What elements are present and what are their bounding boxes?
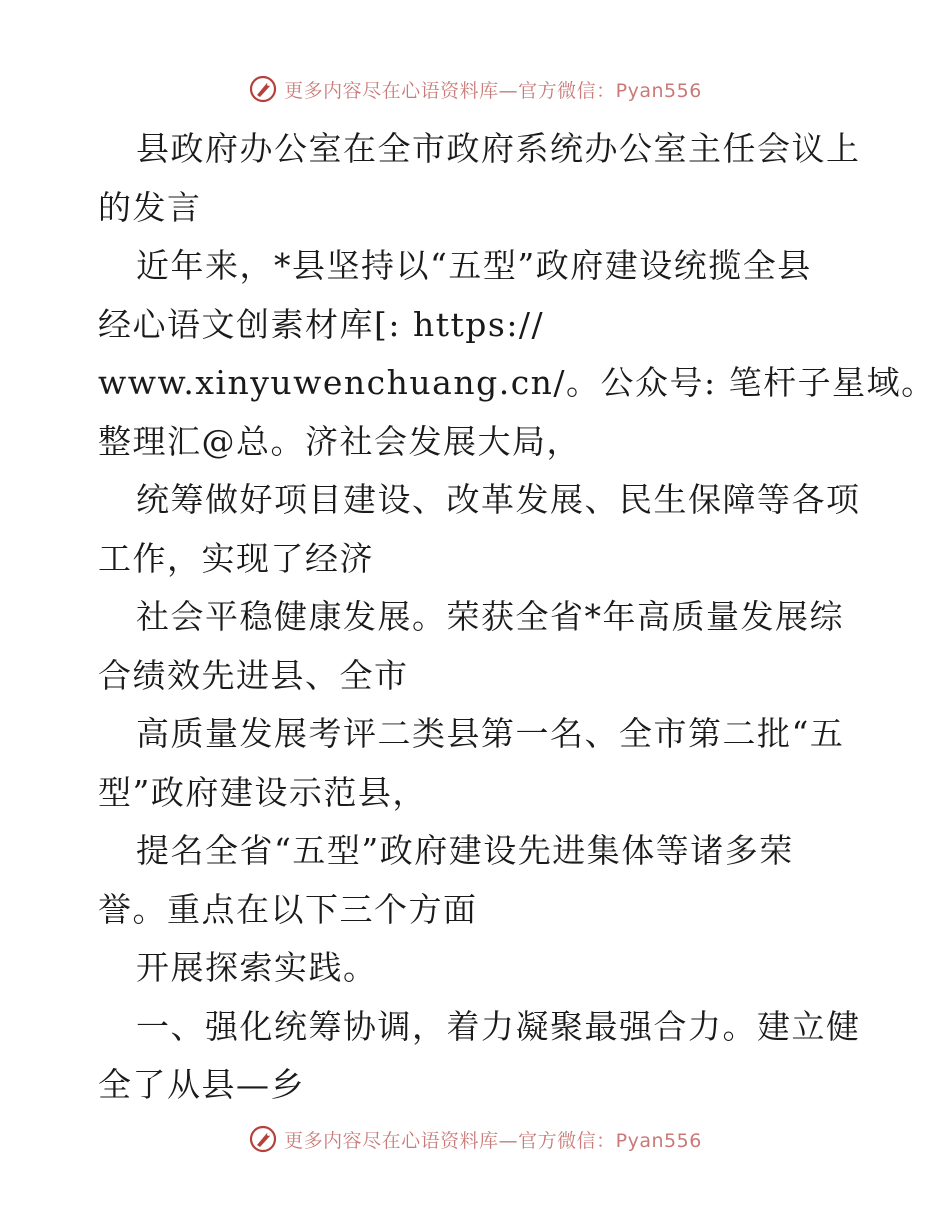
text-line: 一、强化统筹协调，着力凝聚最强合力。建立健 — [136, 1006, 861, 1046]
text-line: 近年来，*县坚持以“五型”政府建设统揽全县 — [136, 246, 812, 285]
text-line: 工作，实现了经济 — [98, 538, 374, 578]
watermark-text: 更多内容尽在心语资料库—官方微信：Pyan556 — [284, 79, 702, 102]
text-line: 整理汇@总。济社会发展大局， — [98, 421, 581, 461]
text-line: 经心语文创素材库[: https:// — [98, 304, 545, 344]
watermark-text: 更多内容尽在心语资料库—官方微信：Pyan556 — [284, 1129, 702, 1152]
header-watermark — [0, 74, 950, 104]
footer-watermark — [0, 1124, 950, 1154]
text-line: 誉。重点在以下三个方面 — [98, 889, 478, 929]
text-line: 统筹做好项目建设、改革发展、民生保障等各项 — [136, 480, 861, 519]
text-line: 社会平稳健康发展。荣获全省*年高质量发展综 — [136, 597, 844, 636]
text-line: 县政府办公室在全市政府系统办公室主任会议上 — [136, 129, 861, 168]
text-line: 提名全省“五型”政府建设先进集体等诸多荣 — [136, 831, 794, 870]
text-line: 型”政府建设示范县， — [98, 772, 427, 812]
text-line: www.xinyuwenchuang.cn/。公众号: 笔杆子星域。 — [98, 363, 936, 402]
pen-nib-circle-icon — [248, 74, 278, 104]
pen-nib-circle-icon — [248, 1124, 278, 1154]
text-line: 全了从县—乡 — [98, 1065, 305, 1104]
text-line: 的发言 — [98, 187, 202, 227]
text-line: 高质量发展考评二类县第一名、全市第二批“五 — [136, 714, 845, 753]
document-body — [98, 120, 936, 1115]
text-line: 开展探索实践。 — [136, 948, 378, 987]
text-line: 合绩效先进县、全市 — [98, 655, 409, 695]
